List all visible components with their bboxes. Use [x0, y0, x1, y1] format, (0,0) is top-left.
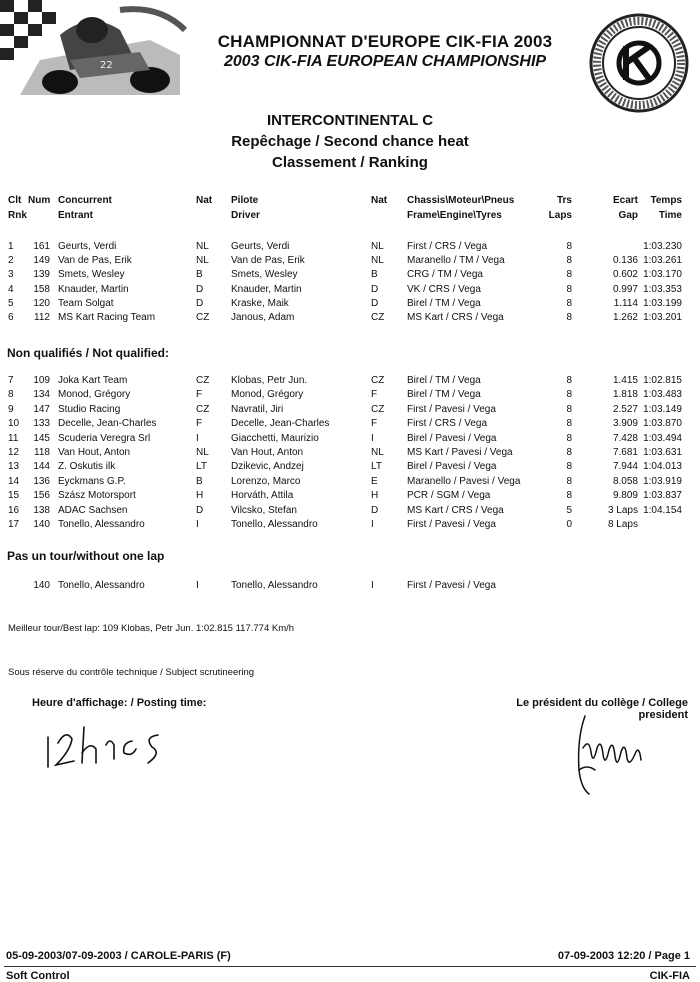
cell-gap: 9.809 — [612, 490, 638, 502]
cell-nat2: F — [371, 418, 378, 430]
col-laps: Trs — [556, 195, 572, 206]
cell-cl: 17 — [8, 519, 20, 530]
cell-laps: 8 — [566, 255, 572, 267]
cell-chassis: First / Pavesi / Vega — [407, 580, 496, 591]
cell-cl: 11 — [8, 432, 19, 444]
cell-nat2: D — [371, 283, 379, 295]
cell-laps: 8 — [566, 418, 572, 430]
table-row — [0, 476, 700, 490]
cell-laps: 8 — [566, 475, 572, 487]
cell-gap: 0.602 — [612, 269, 638, 281]
kart-photo-logo — [0, 0, 188, 100]
cell-laps: 8 — [566, 312, 572, 323]
cell-chassis: Maranello / Pavesi / Vega — [407, 475, 521, 487]
cell-driver: Van de Pas, Erik — [231, 255, 305, 267]
cell-nat2: H — [371, 490, 379, 502]
cell-num: 139 — [33, 269, 50, 281]
posting-time-label: Heure d'affichage: / Posting time: — [32, 697, 207, 709]
cell-entrant: Tonello, Alessandro — [58, 519, 145, 530]
cell-gap: 8.058 — [612, 475, 638, 487]
col-time: Temps — [650, 195, 682, 206]
cell-entrant: Van Hout, Anton — [58, 447, 131, 458]
cell-driver: Giacchetti, Maurizio — [231, 432, 319, 444]
col-laps-en: Laps — [548, 210, 572, 221]
cell-time: 1:03.149 — [643, 403, 682, 415]
cell-gap: 0.997 — [612, 283, 638, 295]
cell-entrant: Szász Motorsport — [58, 490, 136, 502]
cell-entrant: Geurts, Verdi — [58, 241, 117, 252]
table-row — [0, 312, 700, 326]
cell-cl: 9 — [8, 403, 14, 415]
cell-num: 112 — [34, 312, 50, 323]
cell-nat: NL — [196, 241, 209, 252]
cell-nat: F — [196, 418, 203, 430]
title-english: 2003 CIK-FIA EUROPEAN CHAMPIONSHIP — [223, 53, 547, 70]
cell-chassis: First / Pavesi / Vega — [407, 403, 496, 415]
table-row — [0, 418, 700, 432]
table-row — [0, 241, 700, 255]
cell-num: 147 — [33, 403, 50, 415]
cell-laps: 8 — [566, 403, 572, 415]
cell-num: 149 — [33, 255, 50, 267]
cell-laps: 5 — [566, 504, 572, 516]
cell-nat2: CZ — [371, 312, 385, 323]
cell-gap: 1.262 — [612, 312, 638, 323]
cell-laps: 8 — [566, 389, 572, 401]
cell-laps: 8 — [566, 375, 572, 386]
cell-cl: 1 — [8, 241, 14, 252]
handwritten-posting-time — [40, 715, 190, 775]
cell-laps: 8 — [566, 241, 572, 252]
cell-time: 1:03.870 — [643, 418, 682, 430]
cell-chassis: Birel / Pavesi / Vega — [407, 432, 497, 444]
event-dates-venue: 05-09-2003/07-09-2003 / CAROLE-PARIS (F) — [6, 950, 231, 962]
cell-entrant: Knauder, Martin — [58, 283, 129, 295]
cell-num: 134 — [33, 389, 50, 401]
cell-nat2: D — [371, 504, 379, 516]
cell-driver: Smets, Wesley — [231, 269, 298, 281]
cell-time: 1:03.494 — [643, 432, 682, 444]
cell-time: 1:03.201 — [643, 312, 682, 323]
cell-cl: 15 — [8, 490, 20, 502]
cell-chassis: Birel / Pavesi / Vega — [407, 461, 497, 473]
cell-chassis: CRG / TM / Vega — [407, 269, 483, 281]
cell-laps: 8 — [566, 490, 572, 502]
cell-entrant: Van de Pas, Erik — [58, 255, 132, 267]
cell-laps: 8 — [566, 447, 572, 458]
cell-driver: Geurts, Verdi — [231, 241, 290, 252]
cell-laps: 8 — [566, 432, 572, 444]
cell-driver: Monod, Grégory — [231, 389, 304, 401]
table-row — [0, 447, 700, 461]
cell-nat: I — [196, 519, 199, 530]
col-num: Num — [28, 195, 51, 206]
print-date-page: 07-09-2003 12:20 / Page 1 — [557, 950, 690, 962]
cell-entrant: Joka Kart Team — [58, 375, 128, 386]
cell-gap: 7.681 — [612, 447, 638, 458]
footer-divider — [4, 966, 696, 967]
cell-nat: D — [196, 504, 204, 516]
cell-driver: Knauder, Martin — [231, 283, 302, 295]
cell-time: 1:03.230 — [643, 241, 682, 252]
cell-gap: 2.527 — [612, 403, 638, 415]
cell-nat: D — [196, 283, 204, 295]
not-qualified-heading: Non qualifiés / Not qualified: — [7, 346, 169, 360]
cell-nat2: I — [371, 519, 374, 530]
cell-nat: I — [196, 580, 199, 591]
cell-num: 109 — [33, 375, 50, 386]
cell-driver: Vilcsko, Stefan — [231, 504, 297, 516]
cell-chassis: MS Kart / CRS / Vega — [407, 312, 504, 323]
cell-entrant: Monod, Grégory — [58, 389, 131, 401]
cell-chassis: Birel / TM / Vega — [407, 375, 481, 386]
cell-driver: Tonello, Alessandro — [231, 519, 318, 530]
cell-nat2: F — [371, 389, 378, 401]
cell-laps: 8 — [566, 269, 572, 281]
cell-entrant: Smets, Wesley — [58, 269, 125, 281]
cell-nat2: NL — [371, 241, 384, 252]
cell-gap: 8 Laps — [607, 519, 638, 530]
table-row — [0, 461, 700, 475]
cell-nat2: CZ — [371, 375, 385, 386]
cell-cl: 4 — [8, 283, 14, 295]
cell-num: 156 — [33, 490, 50, 502]
cell-chassis: First / CRS / Vega — [407, 241, 488, 252]
table-row — [0, 580, 700, 594]
cell-nat2: NL — [371, 255, 384, 267]
cell-entrant: Decelle, Jean-Charles — [58, 418, 157, 430]
cell-cl: 7 — [8, 375, 14, 386]
cell-nat: CZ — [196, 312, 210, 323]
cell-time: 1:03.919 — [643, 475, 682, 487]
cell-driver: Dzikevic, Andzej — [231, 461, 304, 473]
cell-gap: 0.136 — [612, 255, 638, 267]
cell-num: 158 — [33, 283, 50, 295]
cell-num: 140 — [33, 580, 50, 591]
no-lap-heading: Pas un tour/without one lap — [7, 549, 165, 563]
table-row — [0, 255, 700, 269]
table-row — [0, 389, 700, 403]
cell-nat2: NL — [371, 447, 384, 458]
session-title: Repêchage / Second chance heat — [231, 133, 469, 150]
cell-entrant: Tonello, Alessandro — [58, 580, 145, 591]
cell-nat: NL — [196, 255, 209, 267]
best-lap-line: Meilleur tour/Best lap: 109 Klobas, Petr Jun. 1:02.815 117.774 Km/h — [8, 623, 295, 634]
cell-cl: 10 — [8, 418, 20, 430]
cell-nat: H — [196, 490, 204, 502]
col-entrant-en: Entrant — [58, 210, 93, 221]
cell-driver: Navratil, Jiri — [231, 403, 284, 415]
cell-entrant: Eyckmans G.P. — [58, 475, 126, 487]
cell-num: 140 — [33, 519, 50, 530]
cell-nat2: LT — [371, 461, 382, 473]
cell-time: 1:02.815 — [643, 375, 682, 386]
col-chassis: Chassis\Moteur\Pneus — [407, 195, 515, 206]
col-cl: Clt — [8, 195, 22, 206]
classification-title: Classement / Ranking — [272, 154, 428, 171]
cell-laps: 8 — [566, 461, 572, 473]
table-row — [0, 433, 700, 447]
column-header-row-1 — [0, 195, 700, 209]
cell-nat: CZ — [196, 375, 210, 386]
cell-time: 1:03.631 — [643, 447, 682, 458]
president-signature — [565, 708, 655, 798]
column-header-row-2 — [0, 210, 700, 224]
college-president-label: Le président du collège / College president — [516, 697, 688, 721]
table-row — [0, 490, 700, 504]
cell-cl: 14 — [8, 475, 20, 487]
cell-cl: 3 — [8, 269, 14, 281]
cell-driver: Janous, Adam — [231, 312, 295, 323]
cell-entrant: Z. Oskutis ilk — [58, 461, 116, 473]
cell-nat: B — [196, 475, 203, 487]
cell-time: 1:03.483 — [643, 389, 682, 401]
cell-cl: 13 — [8, 461, 20, 473]
cell-num: 136 — [33, 475, 50, 487]
col-driver-en: Driver — [231, 210, 260, 221]
category-title: INTERCONTINENTAL C — [266, 112, 434, 129]
cell-gap: 7.428 — [612, 432, 638, 444]
table-row — [0, 505, 700, 519]
cell-nat2: I — [371, 580, 374, 591]
cell-laps: 8 — [566, 297, 572, 309]
table-row — [0, 375, 700, 389]
cell-nat2: I — [371, 432, 374, 444]
table-row — [0, 298, 700, 312]
cell-nat: LT — [196, 461, 207, 473]
cell-gap: 3.909 — [612, 418, 638, 430]
cell-nat: F — [196, 389, 203, 401]
col-gap: Ecart — [612, 195, 638, 206]
col-gap-en: Gap — [618, 210, 638, 221]
col-entrant: Concurrent — [58, 195, 112, 206]
cell-gap: 1.415 — [612, 375, 638, 386]
cell-nat: B — [196, 269, 203, 281]
cell-nat: CZ — [196, 403, 210, 415]
cell-num: 145 — [33, 432, 50, 444]
cell-nat: I — [196, 432, 199, 444]
cell-nat2: E — [371, 475, 378, 487]
cell-driver: Decelle, Jean-Charles — [231, 418, 330, 430]
table-row — [0, 404, 700, 418]
scrutineering-note: Sous réserve du contrôle technique / Subject scrutineering — [8, 667, 255, 678]
cell-time: 1:04.154 — [643, 504, 682, 516]
cell-gap: 1.114 — [613, 297, 638, 309]
cell-nat2: B — [371, 269, 378, 281]
col-time-en: Time — [658, 210, 682, 221]
cell-num: 138 — [33, 504, 50, 516]
cell-chassis: MS Kart / CRS / Vega — [407, 504, 504, 516]
cell-chassis: First / Pavesi / Vega — [407, 519, 496, 530]
cell-gap: 7.944 — [612, 461, 638, 473]
cell-num: 118 — [34, 447, 50, 458]
cell-laps: 0 — [566, 519, 572, 530]
cell-num: 161 — [33, 241, 50, 252]
col-chassis-en: Frame\Engine\Tyres — [407, 210, 502, 221]
svg-text:22: 22 — [100, 60, 113, 71]
cik-fia-seal-logo — [588, 12, 690, 114]
cell-gap: 3 Laps — [607, 504, 638, 516]
cell-driver: Lorenzo, Marco — [231, 475, 301, 487]
table-row — [0, 269, 700, 283]
cell-cl: 16 — [8, 504, 20, 516]
cell-gap: 1.818 — [612, 389, 638, 401]
software-credit: Soft Control — [6, 970, 70, 982]
title-french: CHAMPIONNAT D'EUROPE CIK-FIA 2003 — [217, 32, 553, 51]
cell-cl: 8 — [8, 389, 14, 401]
organisation-credit: CIK-FIA — [649, 970, 690, 982]
cell-time: 1:03.170 — [643, 269, 682, 281]
table-row — [0, 284, 700, 298]
cell-driver: Tonello, Alessandro — [231, 580, 318, 591]
cell-driver: Van Hout, Anton — [231, 447, 304, 458]
col-nat2: Nat — [371, 195, 388, 206]
cell-chassis: MS Kart / Pavesi / Vega — [407, 447, 513, 458]
cell-num: 133 — [33, 418, 50, 430]
cell-time: 1:04.013 — [643, 461, 682, 473]
cell-time: 1:03.837 — [643, 490, 682, 502]
cell-entrant: ADAC Sachsen — [58, 504, 128, 516]
cell-time: 1:03.261 — [643, 255, 682, 267]
cell-entrant: Studio Racing — [58, 403, 121, 415]
table-row — [0, 519, 700, 533]
cell-nat2: D — [371, 297, 379, 309]
col-cl-en: Rnk — [8, 210, 27, 221]
cell-driver: Horváth, Attila — [231, 490, 294, 502]
cell-chassis: PCR / SGM / Vega — [407, 490, 491, 502]
cell-nat: D — [196, 297, 204, 309]
cell-nat2: CZ — [371, 403, 385, 415]
cell-time: 1:03.353 — [643, 283, 682, 295]
cell-cl: 2 — [8, 255, 14, 267]
cell-entrant: MS Kart Racing Team — [58, 312, 156, 323]
cell-entrant: Scuderia Veregra Srl — [58, 432, 151, 444]
col-nat: Nat — [196, 195, 213, 206]
cell-chassis: First / CRS / Vega — [407, 418, 488, 430]
cell-cl: 12 — [8, 447, 20, 458]
cell-driver: Klobas, Petr Jun. — [231, 375, 308, 386]
cell-chassis: Birel / TM / Vega — [407, 389, 481, 401]
cell-nat: NL — [196, 447, 209, 458]
cell-laps: 8 — [566, 283, 572, 295]
cell-cl: 6 — [8, 312, 14, 323]
cell-chassis: Maranello / TM / Vega — [407, 255, 505, 267]
cell-entrant: Team Solgat — [58, 297, 114, 309]
cell-chassis: Birel / TM / Vega — [407, 297, 481, 309]
cell-num: 120 — [33, 297, 50, 309]
cell-time: 1:03.199 — [643, 297, 682, 309]
cell-cl: 5 — [8, 297, 14, 309]
cell-driver: Kraske, Maik — [231, 297, 289, 309]
cell-chassis: VK / CRS / Vega — [407, 283, 481, 295]
col-driver: Pilote — [231, 195, 259, 206]
cell-num: 144 — [33, 461, 50, 473]
